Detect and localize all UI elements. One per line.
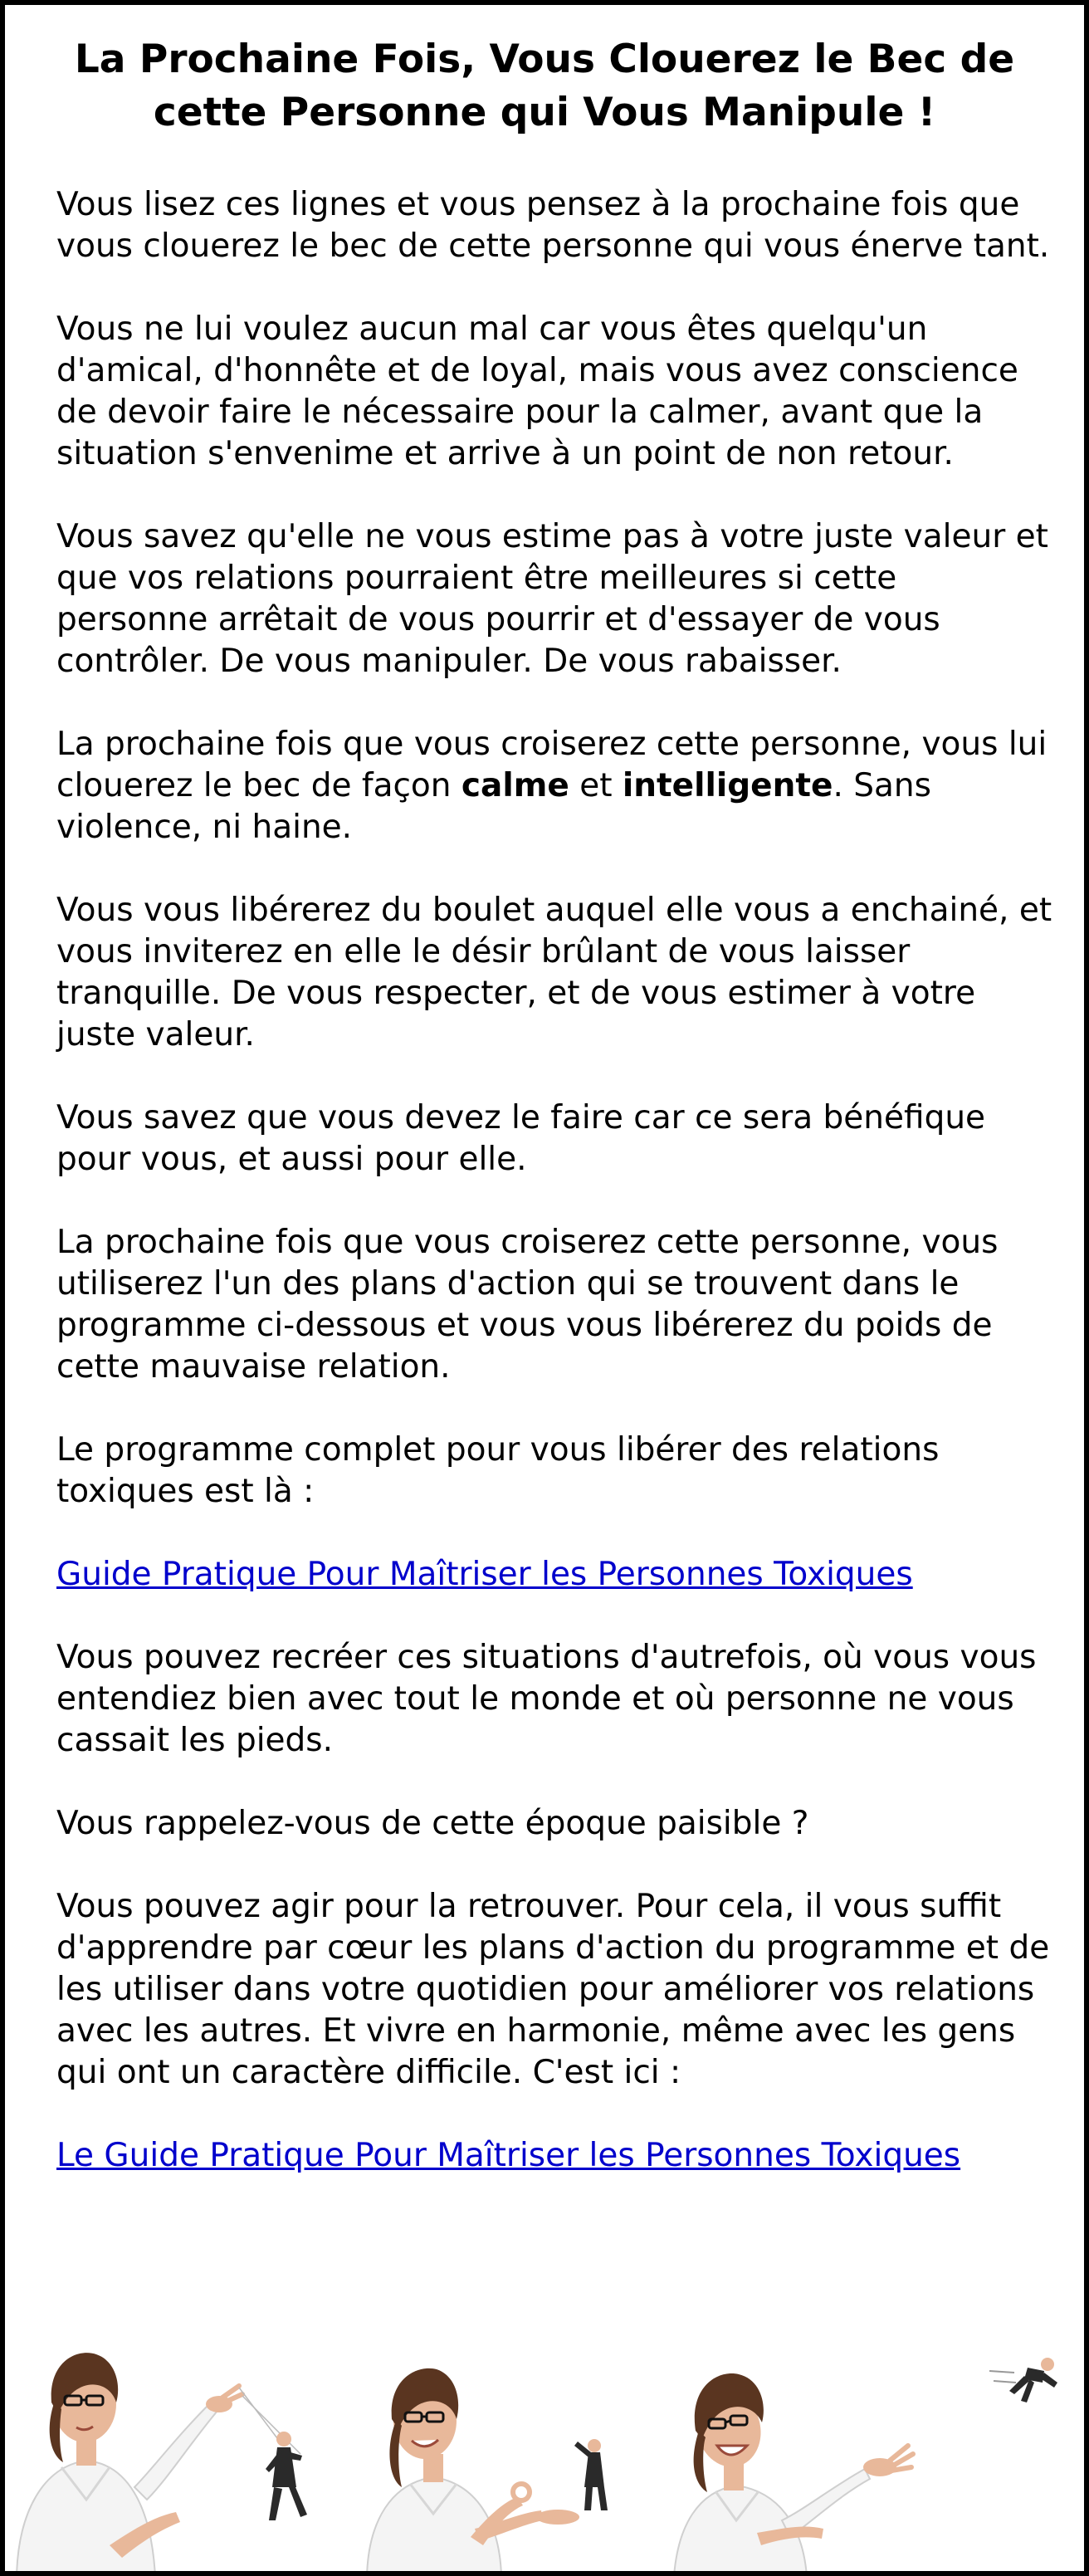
woman-with-puppet-man-icon xyxy=(17,2353,307,2576)
illustration-strip xyxy=(10,2321,1089,2576)
final-link-paragraph xyxy=(56,2135,1052,2177)
emphasis-intelligent: intelligente xyxy=(622,767,833,804)
paragraph-4 xyxy=(56,724,1052,848)
paragraph-4-start: La prochaine fois que vous croiserez cette personne, vous lui clouerez le bec de façon xyxy=(56,726,1047,804)
illustration-svg xyxy=(10,2321,1089,2576)
paragraph-10: Vous rappelez-vous de cette époque paisible ? xyxy=(56,1805,809,1842)
page-title: La Prochaine Fois, Vous Clouerez le Bec de cette Personne qui Vous Manipule ! xyxy=(74,37,1015,135)
paragraph-4-end: . Sans violence, ni haine. xyxy=(56,767,931,846)
paragraph-9: Vous pouvez recréer ces situations d'autrefois, où vous vous entendiez bien avec tout le monde et où personne ne vous cassait les pieds. xyxy=(56,1639,1037,1759)
paragraph-1: Vous lisez ces lignes et vous pensez à la prochaine fois que vous clouerez le bec de cette personne qui vous énerve tant. xyxy=(56,186,1050,265)
paragraph-8: Le programme complet pour vous libérer des relations toxiques est là : xyxy=(56,1431,940,1510)
woman-flicking-man-away-icon xyxy=(674,2358,1057,2576)
paragraph-6: Vous savez que vous devez le faire car ce sera bénéfique pour vous, et aussi pour elle. xyxy=(56,1099,986,1178)
article-body xyxy=(56,184,1052,2218)
emphasis-calm: calme xyxy=(461,767,569,804)
paragraph-2: Vous ne lui voulez aucun mal car vous êtes quelqu'un d'amical, d'honnête et de loyal, mais vous avez conscience de devoir faire le nécessaire pour la calmer, avant que la situation s'envenime et arrive à un point de non retour. xyxy=(56,310,1018,472)
paragraph-3: Vous savez qu'elle ne vous estime pas à votre juste valeur et que vos relations pourraient être meilleures si cette personne arrêtait de vous pourrir et d'essayer de vous contrôler. De vous manipuler. De vous rabaisser. xyxy=(56,518,1048,680)
woman-with-tiny-man-on-hand-icon xyxy=(367,2368,608,2576)
paragraph-7: La prochaine fois que vous croiserez cette personne, vous utiliserez l'un des plans d'action qui se trouvent dans le programme ci-dessous et vous vous libérerez du poids de cette mauvaise relation. xyxy=(56,1224,999,1386)
guide-link[interactable]: Guide Pratique Pour Maîtriser les Personnes Toxiques xyxy=(56,1556,913,1593)
final-guide-link[interactable]: Le Guide Pratique Pour Maîtriser les Personnes Toxiques xyxy=(56,2137,961,2174)
paragraph-11: Vous pouvez agir pour la retrouver. Pour cela, il vous suffit d'apprendre par cœur les plans d'action du programme et de les utiliser dans votre quotidien pour améliorer vos relations avec les autres. Et vivre en harmonie, même avec les gens qui ont un caractère difficile. C'est ici : xyxy=(56,1888,1050,2091)
guide-link-paragraph xyxy=(56,1554,1052,1596)
paragraph-4-middle: et xyxy=(569,767,623,804)
paragraph-5: Vous vous libérerez du boulet auquel elle vous a enchainé, et vous inviterez en elle le désir brûlant de vous laisser tranquille. De vous respecter, et de vous estimer à votre juste valeur. xyxy=(56,892,1052,1053)
